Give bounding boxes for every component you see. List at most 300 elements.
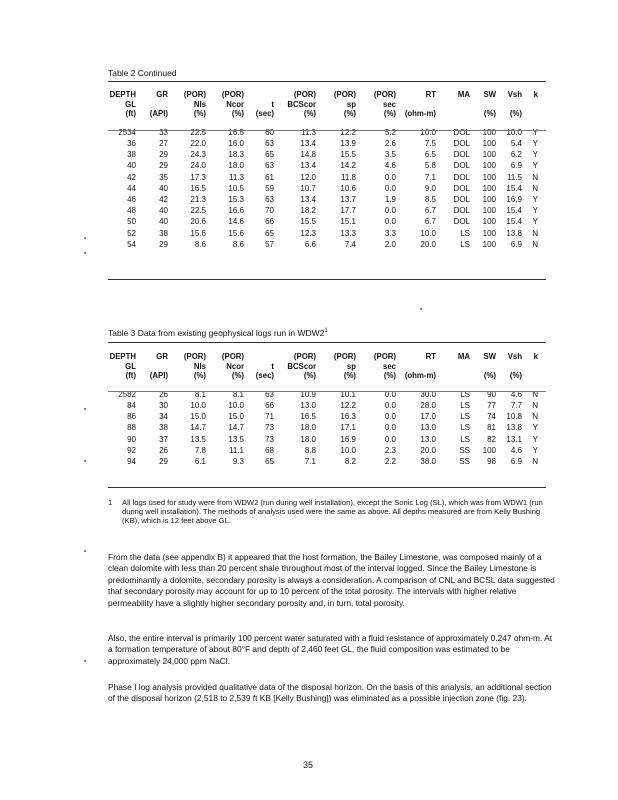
table3-body xyxy=(108,381,538,467)
table-cell: 10.0 xyxy=(228,400,244,410)
table3 xyxy=(108,352,538,467)
header-cell: (%) xyxy=(509,371,522,381)
table-cell: 11.5 xyxy=(507,172,522,182)
table-cell: 8.2 xyxy=(344,457,356,466)
table-cell: 18.2 xyxy=(300,206,316,216)
table-cell: 15.1 xyxy=(340,217,356,227)
table-cell: 35 xyxy=(159,172,168,182)
header-cell: (POR) xyxy=(221,90,244,99)
header-cell: MA xyxy=(457,352,470,361)
table-cell: 13.8 xyxy=(506,423,522,433)
header-cell: sp xyxy=(346,361,356,371)
table-cell: 16.0 xyxy=(228,138,244,148)
table-cell: 3.5 xyxy=(384,150,396,160)
table-cell: 14.7 xyxy=(190,423,206,433)
table-cell: 74 xyxy=(487,412,496,422)
table-row xyxy=(108,216,538,227)
table-cell: 10.9 xyxy=(300,389,316,399)
table-cell: 0.0 xyxy=(384,412,396,422)
header-cell xyxy=(136,100,168,110)
table-cell: 84 xyxy=(127,400,136,410)
table-cell: 73 xyxy=(265,434,274,444)
header-cell: sp xyxy=(346,99,356,109)
table-cell: 4.6 xyxy=(510,389,522,399)
table-cell: 15.6 xyxy=(228,228,244,238)
table-cell: 100 xyxy=(482,172,496,182)
header-cell: Nls xyxy=(193,99,206,109)
table-cell: 7.8 xyxy=(194,445,206,455)
table-row xyxy=(108,160,538,171)
table-cell: 10.0 xyxy=(340,445,356,455)
table-cell: 7.5 xyxy=(424,138,436,148)
table-cell: DOL xyxy=(453,172,470,182)
table-cell: 5.4 xyxy=(510,138,522,148)
table-cell: 46 xyxy=(127,195,136,204)
spacer-cell xyxy=(108,381,538,389)
header-cell: (API) xyxy=(149,371,168,381)
table-row xyxy=(108,127,538,138)
table-cell: 65 xyxy=(265,457,274,466)
footnote-number: 1 xyxy=(108,498,113,507)
table-cell: 18.3 xyxy=(228,150,244,160)
table-cell: 4.6 xyxy=(510,445,522,455)
table-cell: 8.6 xyxy=(194,239,206,249)
table-cell: 17.0 xyxy=(420,412,436,422)
table-cell: 8.8 xyxy=(304,445,316,455)
header-cell: DEPTH xyxy=(109,352,136,361)
table-cell: 13.5 xyxy=(228,434,244,444)
table-cell: 8.1 xyxy=(232,389,244,399)
header-cell: (%) xyxy=(483,109,496,119)
header-cell: MA xyxy=(457,90,470,99)
table2-bottom-rule xyxy=(108,279,546,280)
table-cell: 9.3 xyxy=(232,457,244,466)
table-cell: 6.7 xyxy=(424,206,436,216)
header-cell: (sec) xyxy=(255,109,274,119)
paragraph-1: From the data (see appendix B) it appeared that the host formation, the Bailey Limestone, was composed mainly of a clean dolomite with less than 20 percent shale throughout most of the interval logged. Since the Bailey Limestone is predominantly a dolomite, secondary porosity is always a consideration. A comparison of CNL and BCSL data suggested that secondary porosity may account for up to 10 percent of the total porosity. The intervals with higher relative permeability have a slightly higher secondary porosity and, in turn, total porosity. xyxy=(108,552,555,608)
table-cell: 94 xyxy=(127,457,136,466)
table-cell: 100 xyxy=(482,228,496,238)
header-cell: t xyxy=(271,99,274,109)
header-cell: GR xyxy=(156,90,168,99)
header-cell: SW xyxy=(483,352,496,361)
table-cell: 42 xyxy=(127,172,136,182)
table-cell: 14.7 xyxy=(228,423,244,433)
table-cell: 10.0 xyxy=(420,127,436,137)
table-cell: 27 xyxy=(159,138,168,148)
table-cell: 88 xyxy=(127,423,136,433)
table-cell: 30 xyxy=(159,400,168,410)
table-cell: 0.0 xyxy=(384,400,396,410)
table-cell: 5.8 xyxy=(424,161,436,171)
table-cell: 22.5 xyxy=(190,206,206,216)
header-cell xyxy=(436,371,470,381)
table-cell: 14.6 xyxy=(228,217,244,227)
header-row xyxy=(108,371,538,381)
header-cell: (ohm-m) xyxy=(404,371,436,381)
header-cell xyxy=(436,109,470,119)
table-cell: LS xyxy=(460,423,470,433)
paragraph-3: Phase I log analysis provided qualitative data of the disposal horizon. On the basis of this analysis, an additional section of the disposal horizon (2,518 to 2,539 ft KB [Kelly Bushing]) was eliminated as a possible injection zone (fig. 23). xyxy=(108,682,552,704)
header-row xyxy=(108,352,538,362)
header-cell xyxy=(396,100,436,110)
table-cell: 17.3 xyxy=(190,172,206,182)
table-cell: LS xyxy=(460,239,470,249)
header-cell: (%) xyxy=(231,109,244,119)
table-cell: 82 xyxy=(487,434,496,444)
table-cell: 63 xyxy=(265,389,274,399)
header-cell: (API) xyxy=(149,109,168,119)
table-cell: 14.2 xyxy=(340,161,356,171)
table-cell: 60 xyxy=(265,127,274,137)
table-cell: DOL xyxy=(453,217,470,227)
table-cell: 16.9 xyxy=(340,434,356,444)
table-cell: 63 xyxy=(265,161,274,171)
table-cell: 86 xyxy=(127,412,136,422)
table-cell: 15.4 xyxy=(506,206,522,216)
table-cell: 9.0 xyxy=(424,183,436,193)
table-cell: 40 xyxy=(127,161,136,171)
header-cell: (%) xyxy=(193,109,206,119)
table-cell: N xyxy=(532,412,538,422)
header-cell xyxy=(244,352,274,362)
table-cell: 0.0 xyxy=(384,206,396,216)
table-cell: 40 xyxy=(159,206,168,216)
table3-top-rule xyxy=(108,342,546,343)
table-cell: LS xyxy=(460,434,470,444)
scan-speck xyxy=(84,237,86,239)
header-cell xyxy=(136,362,168,372)
table-cell: 6.9 xyxy=(510,161,522,171)
spacer-cell xyxy=(108,119,538,127)
table-cell: 90 xyxy=(487,389,496,399)
table-row xyxy=(108,411,538,422)
table-cell: 73 xyxy=(265,423,274,433)
table-cell: 100 xyxy=(482,445,496,455)
header-row xyxy=(108,100,538,110)
scan-speck xyxy=(84,660,86,662)
table-cell: DOL xyxy=(453,150,470,160)
table-cell: 7.7 xyxy=(510,400,522,410)
table-cell: 100 xyxy=(482,127,496,137)
header-cell xyxy=(470,100,496,110)
table-cell: 13.0 xyxy=(420,434,436,444)
scan-speck xyxy=(84,408,86,410)
table-cell: SS xyxy=(459,457,470,466)
table-cell: 20.0 xyxy=(420,239,436,249)
table-cell: 2534 xyxy=(118,127,136,137)
table-cell: 2582 xyxy=(118,389,136,399)
header-row xyxy=(108,109,538,119)
header-cell: RT xyxy=(425,90,436,99)
header-cell: (%) xyxy=(343,371,356,381)
table-cell: 13.3 xyxy=(340,228,356,238)
header-cell xyxy=(496,100,522,110)
header-cell: (POR) xyxy=(373,352,396,361)
table-cell: 14.8 xyxy=(300,150,316,160)
table-cell: 18.0 xyxy=(228,161,244,171)
header-cell: (POR) xyxy=(183,90,206,99)
table3-caption-footnote-ref: 1 xyxy=(324,328,328,335)
table-cell: LS xyxy=(460,400,470,410)
table-row xyxy=(108,183,538,194)
table-cell: N xyxy=(532,239,538,249)
table2-top-rule xyxy=(108,81,546,82)
table-cell: 10.7 xyxy=(300,183,316,193)
header-row xyxy=(108,362,538,372)
header-cell: k xyxy=(533,352,538,361)
table-cell: 6.1 xyxy=(194,457,206,466)
table-cell: 6.6 xyxy=(304,239,316,249)
header-cell: (ohm-m) xyxy=(404,109,436,119)
table-cell: 10.0 xyxy=(190,400,206,410)
table-cell: N xyxy=(532,457,538,466)
table-cell: 40 xyxy=(159,217,168,227)
header-cell: (sec) xyxy=(255,371,274,381)
table-cell: 18.0 xyxy=(300,423,316,433)
table-cell: 16.5 xyxy=(300,412,316,422)
header-cell: GR xyxy=(156,352,168,361)
table-row xyxy=(108,194,538,205)
header-cell: DEPTH xyxy=(109,90,136,99)
table-cell: 52 xyxy=(127,228,136,238)
table-cell: 100 xyxy=(482,138,496,148)
table-cell: 28.0 xyxy=(420,400,436,410)
table-row xyxy=(108,400,538,411)
table3-header-rule xyxy=(108,391,546,392)
table2-caption: Table 2 Continued xyxy=(108,68,177,78)
table-cell: 63 xyxy=(265,195,274,204)
table-cell: 63 xyxy=(265,138,274,148)
table-row xyxy=(108,228,538,239)
table-cell: 15.3 xyxy=(228,195,244,204)
table3-caption-text: Table 3 Data from existing geophysical logs run in WDW2 xyxy=(108,328,325,338)
table-cell: 16.3 xyxy=(340,412,356,422)
table-cell: Y xyxy=(532,206,538,216)
table-cell: 6.7 xyxy=(424,217,436,227)
table-cell: 15.0 xyxy=(190,412,206,422)
scan-speck xyxy=(84,460,86,462)
table-cell: 20.0 xyxy=(420,445,436,455)
table-row xyxy=(108,445,538,456)
table-cell: 30.0 xyxy=(420,389,436,399)
table-cell: 50 xyxy=(127,217,136,227)
header-cell: sec xyxy=(382,361,396,371)
table-cell: 21.3 xyxy=(190,195,206,204)
table-cell: 77 xyxy=(487,400,496,410)
header-cell: RT xyxy=(425,352,436,361)
table-cell: 29 xyxy=(159,457,168,466)
table3-header xyxy=(108,352,538,381)
table-cell: 16.6 xyxy=(228,206,244,216)
table-cell: 10.0 xyxy=(420,228,436,238)
table-cell: 15.5 xyxy=(300,217,316,227)
table-row xyxy=(108,456,538,467)
table-cell: N xyxy=(532,400,538,410)
table-row xyxy=(108,205,538,216)
table-cell: Y xyxy=(532,138,538,148)
header-cell: (%) xyxy=(343,109,356,119)
table-cell: 57 xyxy=(265,239,274,249)
scan-speck xyxy=(84,252,86,254)
header-cell: GL xyxy=(125,99,136,109)
table-cell: N xyxy=(532,183,538,193)
header-cell: GL xyxy=(125,361,136,371)
header-cell: (%) xyxy=(193,371,206,381)
header-cell xyxy=(470,362,496,372)
header-cell: (POR) xyxy=(373,90,396,99)
table-cell: 71 xyxy=(265,412,274,422)
header-cell: (POR) xyxy=(293,90,316,99)
header-cell: Ncor xyxy=(226,99,244,109)
table-cell: Y xyxy=(532,217,538,227)
header-cell: SW xyxy=(483,90,496,99)
header-cell: (%) xyxy=(483,371,496,381)
table-cell: 20.6 xyxy=(190,217,206,227)
table-cell: 54 xyxy=(127,239,136,249)
header-cell: (POR) xyxy=(221,352,244,361)
header-cell xyxy=(396,362,436,372)
header-cell: Nls xyxy=(193,361,206,371)
table-cell: LS xyxy=(460,389,470,399)
table-cell: Y xyxy=(532,150,538,160)
header-cell: (%) xyxy=(231,371,244,381)
table-cell: 6.9 xyxy=(510,457,522,466)
table-cell: 8.1 xyxy=(194,389,206,399)
table-cell: Y xyxy=(532,127,538,137)
table-cell: 10.1 xyxy=(340,389,356,399)
table-cell: Y xyxy=(532,195,538,204)
header-cell xyxy=(496,362,522,372)
table2 xyxy=(108,90,538,250)
table-cell: 26 xyxy=(159,445,168,455)
table-cell: Y xyxy=(532,434,538,444)
table-cell: 5.2 xyxy=(384,127,396,137)
table-cell: 24.3 xyxy=(190,150,206,160)
table-cell: 13.4 xyxy=(300,195,316,204)
table-cell: 10.5 xyxy=(228,183,244,193)
table-cell: 59 xyxy=(265,183,274,193)
table-cell: 26 xyxy=(159,389,168,399)
header-cell: Ncor xyxy=(226,361,244,371)
table-cell: 6.2 xyxy=(510,150,522,160)
table-cell: 0.0 xyxy=(384,183,396,193)
paragraph-2: Also, the entire interval is primarily 100 percent water saturated with a fluid resistance of approximately 0.247 ohm-m. At a formation temperature of about 80°F and depth of 2,460 feet GL, the fluid composition was estimated to be approximately 24,000 ppm NaCl. xyxy=(108,633,553,666)
table-cell: 33 xyxy=(159,127,168,137)
table-cell: 0.0 xyxy=(384,172,396,182)
table-cell: Y xyxy=(532,423,538,433)
table-cell: SS xyxy=(459,445,470,455)
table-cell: N xyxy=(532,389,538,399)
table-cell: Y xyxy=(532,445,538,455)
table-row xyxy=(108,138,538,149)
table2-header xyxy=(108,90,538,119)
table-cell: 13.5 xyxy=(190,434,206,444)
table-cell: DOL xyxy=(453,161,470,171)
table-cell: 10.6 xyxy=(340,183,356,193)
header-cell: BCScor xyxy=(287,99,316,109)
table2-header-rule xyxy=(108,130,546,131)
table-cell: 29 xyxy=(159,150,168,160)
table-cell: 29 xyxy=(159,239,168,249)
table-cell: 22.5 xyxy=(190,127,206,137)
table-cell: 11.3 xyxy=(229,172,244,182)
header-cell: BCScor xyxy=(287,361,316,371)
table-cell: DOL xyxy=(453,138,470,148)
header-cell: sec xyxy=(382,99,396,109)
table-cell: 0.0 xyxy=(384,389,396,399)
table-cell: 100 xyxy=(482,206,496,216)
table-cell: 12.2 xyxy=(340,127,356,137)
table-cell: 6.5 xyxy=(424,150,436,160)
table-cell: 22.0 xyxy=(190,138,206,148)
table-cell: 100 xyxy=(482,195,496,204)
table-cell: 81 xyxy=(487,423,496,433)
table-cell: 0.0 xyxy=(384,423,396,433)
table-cell: 34 xyxy=(159,412,168,422)
table-cell: 8.5 xyxy=(424,195,436,204)
table-cell: 18.0 xyxy=(300,434,316,444)
table-cell: 15.0 xyxy=(228,412,244,422)
table-cell: 3.3 xyxy=(384,228,396,238)
table-cell: DOL xyxy=(453,195,470,204)
table-cell: 12.2 xyxy=(340,400,356,410)
header-cell: k xyxy=(533,90,538,99)
table-cell: 2.3 xyxy=(384,445,396,455)
table-cell: 11.3 xyxy=(301,127,316,137)
table-cell: 11.1 xyxy=(229,445,244,455)
table-cell: DOL xyxy=(453,183,470,193)
header-cell: Vsh xyxy=(507,90,522,99)
table-cell: 6.9 xyxy=(510,239,522,249)
table-cell: 13.9 xyxy=(340,138,356,148)
header-cell: (ft) xyxy=(125,109,136,119)
table-cell: 15.4 xyxy=(506,183,522,193)
header-cell: (%) xyxy=(303,371,316,381)
header-cell: (ft) xyxy=(125,371,136,381)
table3-footnote xyxy=(108,498,546,526)
header-cell xyxy=(522,371,538,381)
footnote-text: All logs used for study were from WDW2 (run during well installation), except the Sonic Log (SL), which was from WDW1 (run during well installation). The methods of analysis used were the same as above. All depths measured are from Kelly Bushing (KB), which is 12 feet above GL. xyxy=(122,498,543,526)
header-cell xyxy=(436,100,470,110)
header-cell: (%) xyxy=(303,109,316,119)
header-cell: (%) xyxy=(509,109,522,119)
table-cell: 2.0 xyxy=(384,239,396,249)
table-cell: 12.3 xyxy=(300,228,316,238)
header-cell xyxy=(522,109,538,119)
table-row xyxy=(108,149,538,160)
spacer-row xyxy=(108,381,538,389)
table-cell: 10.8 xyxy=(506,412,522,422)
table-cell: 2.2 xyxy=(384,457,396,466)
table-cell: 17.1 xyxy=(340,423,356,433)
table-cell: 100 xyxy=(482,217,496,227)
header-cell: (%) xyxy=(383,109,396,119)
header-cell: (POR) xyxy=(333,90,356,99)
table-cell: LS xyxy=(460,412,470,422)
table-cell: 48 xyxy=(127,206,136,216)
table-cell: 65 xyxy=(265,228,274,238)
table-cell: 66 xyxy=(265,400,274,410)
table-cell: 17.7 xyxy=(340,206,356,216)
table-cell: 0.0 xyxy=(384,217,396,227)
table-row xyxy=(108,434,538,445)
table-cell: 13.0 xyxy=(420,423,436,433)
table-row xyxy=(108,239,538,250)
table-cell: 4.6 xyxy=(384,161,396,171)
header-cell: (POR) xyxy=(293,352,316,361)
table-cell: 65 xyxy=(265,150,274,160)
